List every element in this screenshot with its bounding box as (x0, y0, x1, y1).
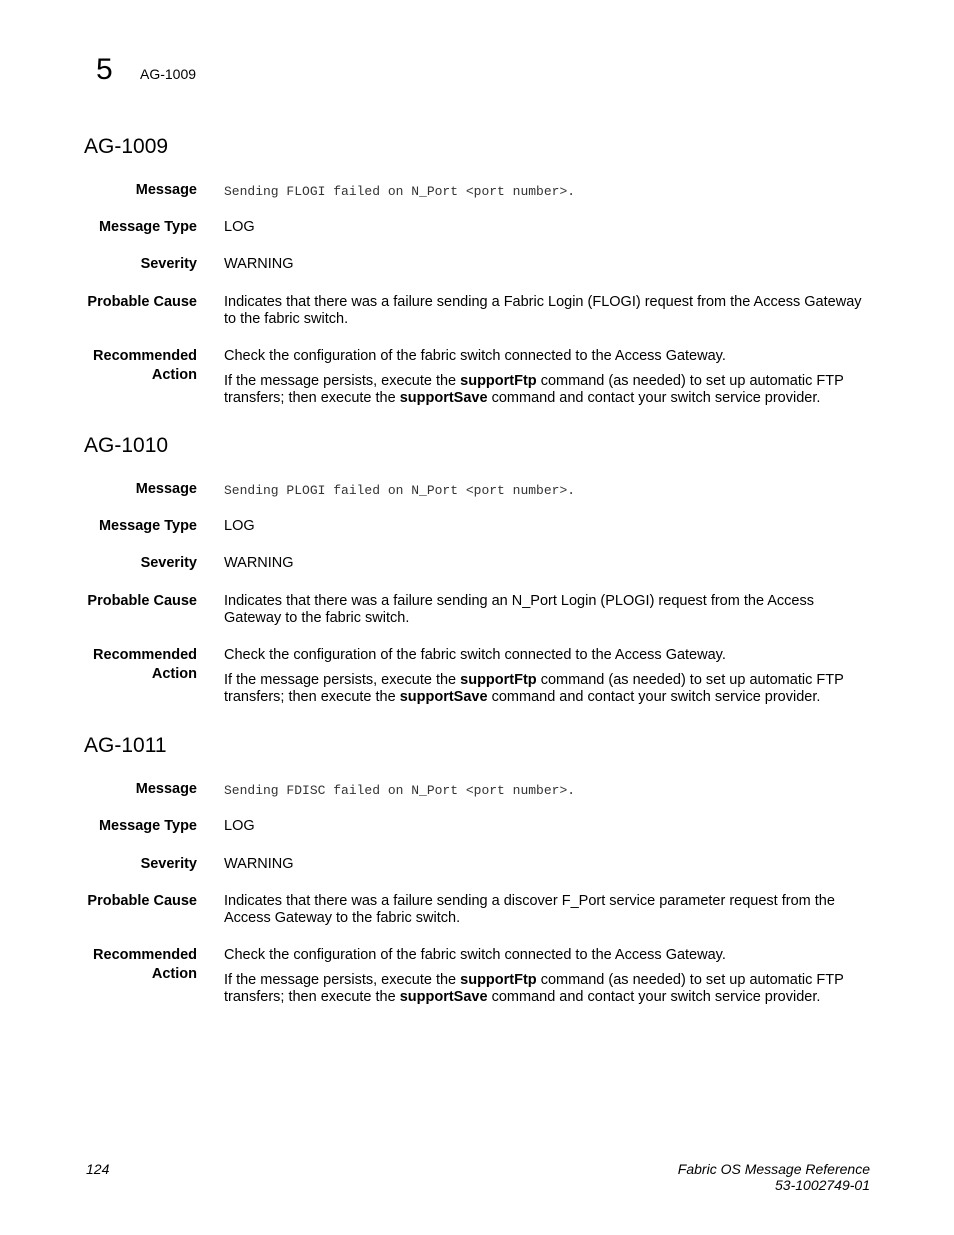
severity-label: Severity (140, 856, 197, 872)
entry-title: AG-1009 (84, 135, 169, 158)
recommended-action-label (37, 347, 197, 385)
message-label: Message (135, 182, 197, 198)
chapter-number: 5 (96, 53, 113, 86)
command-name: supportFtp (460, 672, 537, 688)
message-type-label: Message Type (98, 518, 197, 534)
running-head: AG-1009 (140, 66, 197, 82)
command-name: supportFtp (460, 972, 537, 988)
label-line: Recommended (93, 647, 197, 663)
message-type-value: LOG (224, 518, 255, 534)
recommended-action-text (224, 348, 874, 407)
action-text: command and contact your switch service provider. (487, 989, 821, 1005)
recommended-action-text (224, 947, 874, 1006)
message-text: Sending PLOGI failed on N_Port <port number>. (224, 483, 576, 498)
message-type-value: LOG (224, 818, 255, 834)
action-paragraph (224, 972, 874, 1006)
severity-label: Severity (140, 256, 197, 272)
probable-cause-label: Probable Cause (87, 294, 197, 310)
footer-doc-info (678, 1161, 870, 1193)
action-paragraph: Check the configuration of the fabric switch connected to the Access Gateway. (224, 348, 726, 364)
severity-value: WARNING (224, 856, 294, 872)
message-type-label: Message Type (98, 818, 197, 834)
action-paragraph: Check the configuration of the fabric switch connected to the Access Gateway. (224, 947, 726, 963)
entry-title: AG-1011 (84, 734, 167, 757)
label-line: Recommended (93, 348, 197, 364)
severity-value: WARNING (224, 256, 294, 272)
label-line: Action (151, 367, 197, 383)
label-line: Action (151, 966, 197, 982)
message-text: Sending FLOGI failed on N_Port <port number>. (224, 184, 576, 199)
command-name: supportSave (399, 390, 488, 406)
probable-cause-text: Indicates that there was a failure sending an N_Port Login (PLOGI) request from the Access Gateway to the fabric switch. (224, 593, 814, 626)
recommended-action-label (37, 946, 197, 984)
probable-cause-label: Probable Cause (87, 593, 197, 609)
doc-title: Fabric OS Message Reference (677, 1161, 870, 1177)
message-type-value: LOG (224, 219, 255, 235)
command-name: supportSave (399, 989, 488, 1005)
recommended-action-text (224, 647, 874, 706)
action-text: command and contact your switch service provider. (487, 390, 821, 406)
probable-cause-label: Probable Cause (87, 893, 197, 909)
entry-title: AG-1010 (84, 434, 169, 457)
label-line: Recommended (93, 947, 197, 963)
recommended-action-label (37, 646, 197, 684)
command-name: supportFtp (460, 373, 537, 389)
command-name: supportSave (399, 689, 488, 705)
doc-number: 53-1002749-01 (775, 1177, 870, 1193)
action-text: command (as needed) to set up automatic FTP transfers; then execute the (224, 972, 844, 1005)
action-text: command (as needed) to set up automatic FTP transfers; then execute the (224, 672, 844, 705)
probable-cause-text: Indicates that there was a failure sending a Fabric Login (FLOGI) request from the Access Gateway to the fabric switch. (224, 294, 862, 327)
action-text: If the message persists, execute the (224, 672, 461, 688)
message-type-label: Message Type (98, 219, 197, 235)
action-text: command (as needed) to set up automatic FTP transfers; then execute the (224, 373, 844, 406)
severity-label: Severity (140, 555, 197, 571)
action-text: command and contact your switch service provider. (487, 689, 821, 705)
severity-value: WARNING (224, 555, 294, 571)
message-label: Message (135, 481, 197, 497)
action-paragraph (224, 373, 874, 407)
page-number: 124 (86, 1161, 110, 1177)
label-line: Action (151, 666, 197, 682)
message-text: Sending FDISC failed on N_Port <port number>. (224, 783, 576, 798)
action-text: If the message persists, execute the (224, 972, 461, 988)
action-text: If the message persists, execute the (224, 373, 461, 389)
probable-cause-text: Indicates that there was a failure sending a discover F_Port service parameter request from the Access Gateway to the fabric switch. (224, 893, 835, 926)
action-paragraph (224, 672, 874, 706)
action-paragraph: Check the configuration of the fabric switch connected to the Access Gateway. (224, 647, 726, 663)
message-label: Message (135, 781, 197, 797)
